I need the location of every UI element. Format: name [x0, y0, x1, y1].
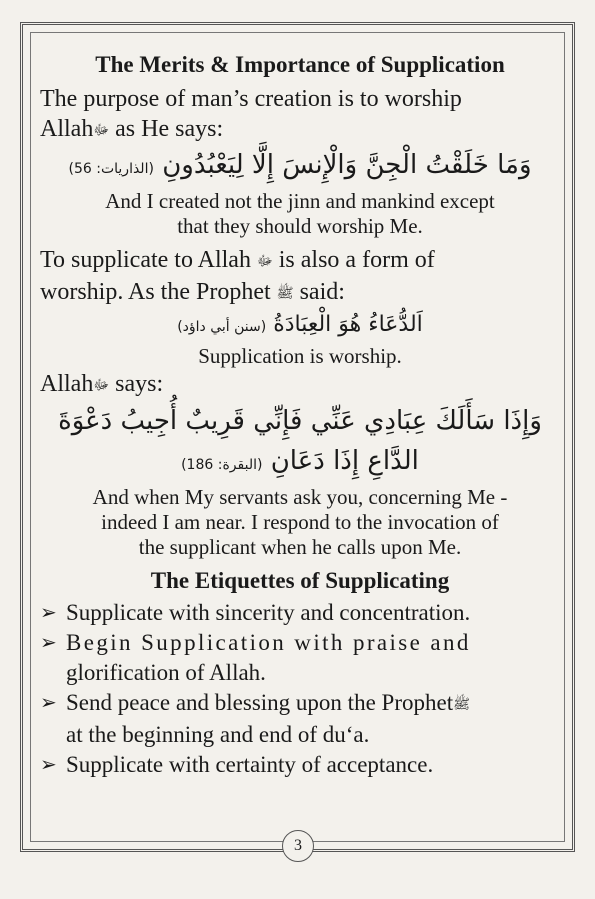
supplicate-text-1: To supplicate to Allah — [40, 247, 257, 274]
quran-verse-1-text: وَمَا خَلَقْتُ الْجِنَّ وَالْإِنسَ إِلَّا لِيَعْبُدُونِ — [162, 150, 532, 181]
list-item — [40, 598, 560, 628]
honorific-prophet-icon: ﷺ — [453, 696, 471, 713]
list-item-text-cont: at the beginning and end of du‘a. — [66, 721, 370, 747]
list-item-text: Send peace and blessing upon the Prophet — [66, 689, 454, 715]
quran-verse-2-translation-3: the supplicant when he calls upon Me. — [138, 534, 462, 559]
supplicate-text-2: is also a form of — [272, 247, 435, 274]
hadith-translation: Supplication is worship. — [198, 344, 402, 369]
quran-verse-1-translation-2: that they should worship Me. — [177, 214, 423, 239]
quran-verse-2-line-2 — [40, 441, 560, 485]
list-item — [40, 628, 560, 688]
etiquettes-title: The Etiquettes of Supplicating — [150, 567, 450, 593]
quran-verse-2-text: الدَّاعِ إِذَا دَعَانِ — [270, 445, 419, 476]
page-title: The Merits & Importance of Supplication — [95, 52, 505, 77]
supplicate-line-1 — [40, 245, 560, 276]
page-number: 3 — [282, 830, 314, 862]
hadith-ref: (سنن أبي داؤد) — [177, 319, 267, 336]
page-content — [40, 52, 560, 780]
supplicate-text-3: worship. As the Prophet — [40, 278, 277, 305]
allah-word: Allah — [40, 371, 94, 398]
honorific-allah-icon: ﷻ — [256, 253, 273, 270]
hadith — [40, 308, 560, 344]
intro-line-2-rest: as He says: — [109, 116, 224, 142]
list-item — [40, 750, 560, 780]
intro-line-2 — [40, 114, 560, 145]
quran-verse-2-ref: (البقرة: 186) — [181, 456, 263, 473]
hadith-text: اَلدُّعَاءُ هُوَ الْعِبَادَةُ — [273, 312, 423, 338]
arrow-bullet-icon: ➢ — [40, 753, 57, 776]
list-item-text: Begin Supplication with praise and — [66, 629, 471, 655]
quran-verse-1-translation-1: And I created not the jinn and mankind except — [105, 189, 495, 214]
quran-verse-2-translation-2: indeed I am near. I respond to the invocation of — [101, 509, 499, 534]
intro-line-1: The purpose of man’s creation is to worship — [40, 86, 462, 112]
quran-verse-2-line-1: وَإِذَا سَأَلَكَ عِبَادِي عَنِّي فَإِنِّي قَرِيبٌ أُجِيبُ دَعْوَةَ — [58, 405, 542, 436]
etiquettes-list — [40, 598, 560, 780]
quran-verse-1 — [40, 145, 560, 189]
list-item-text: Supplicate with certainty of acceptance. — [66, 751, 434, 777]
allah-says-line — [40, 369, 560, 400]
list-item — [40, 688, 560, 750]
arrow-bullet-icon: ➢ — [40, 601, 57, 624]
list-item-text: Supplicate with sincerity and concentration. — [66, 599, 471, 625]
arrow-bullet-icon: ➢ — [40, 631, 57, 654]
honorific-allah-icon: ﷻ — [93, 122, 110, 139]
supplicate-text-4: said: — [293, 278, 345, 305]
allah-word: Allah — [40, 116, 94, 142]
quran-verse-1-ref: (الذاريات: 56) — [68, 161, 154, 178]
allah-says-rest: says: — [109, 371, 164, 398]
quran-verse-2-translation-1: And when My servants ask you, concerning Me - — [92, 484, 508, 509]
honorific-allah-icon: ﷻ — [93, 377, 110, 394]
honorific-prophet-icon: ﷺ — [276, 285, 294, 302]
arrow-bullet-icon: ➢ — [40, 691, 57, 714]
supplicate-line-2 — [40, 277, 560, 308]
list-item-text-cont: glorification of Allah. — [66, 659, 266, 685]
